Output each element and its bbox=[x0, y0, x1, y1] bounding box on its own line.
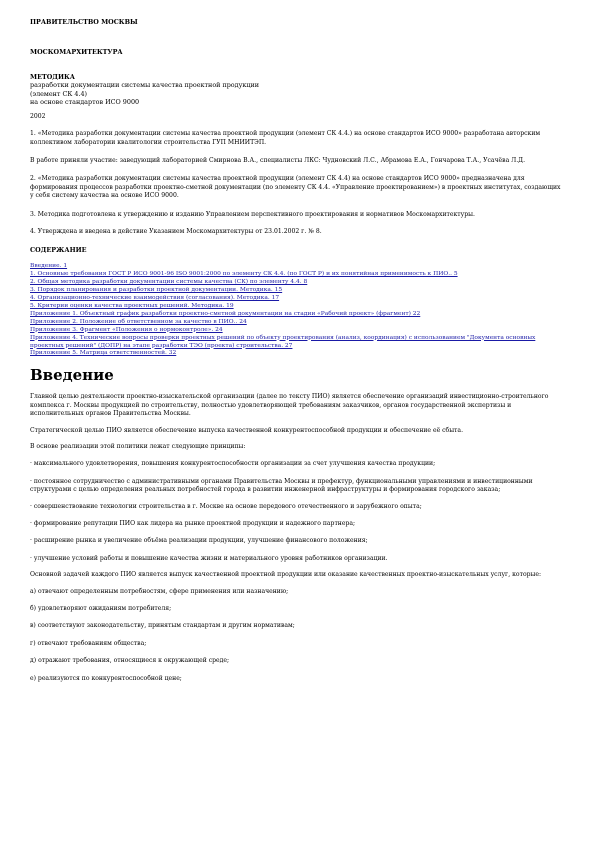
toc-link[interactable]: Приложение 1. Объектный график разработки проектно-сметной документации на стадии «Рабочий проект» (фрагмент) 22 bbox=[30, 310, 421, 317]
intro-body bbox=[30, 393, 563, 683]
toc-item bbox=[30, 335, 563, 351]
intro-paragraph: г) отвечают требованиям общества; bbox=[30, 639, 147, 647]
toc-item bbox=[30, 303, 563, 311]
toc-link[interactable]: Приложение 4. Технические вопросы проверки проектных решений по объекту проектирования (анализ, координация) с использованием "Документа основных проектных решений" (ДОПР) на этапе разработки ТЭО (проекта) строительства. 27 bbox=[30, 334, 536, 349]
intro-paragraph: · максимального удовлетворения, повышения конкурентоспособности организации за счет улучшения качества продукции; bbox=[30, 460, 436, 468]
intro-paragraph: · расширение рынка и увеличение объёма реализации продукции, улучшение финансового положения; bbox=[30, 537, 368, 545]
preamble-paragraph: 1. «Методика разработки документации системы качества проектной продукции (элемент СК 4.4.) на основе стандартов ИСО 9000» разработана авторским коллективом лаборатории квалитологии строительства ГУП МНИИТЭП. bbox=[30, 130, 541, 146]
intro-paragraph: д) отражают требования, относящиеся к окружающей среде; bbox=[30, 657, 230, 665]
intro-paragraph: · совершенствование технологии строительства в г. Москве на основе передового отечественного и зарубежного опыта; bbox=[30, 502, 422, 510]
preamble-paragraph: 4. Утверждена и введена в действие Указанием Москомархитектуры от 23.01.2002 г. № 8. bbox=[30, 228, 322, 236]
toc-item bbox=[30, 279, 563, 287]
intro-paragraph: Главной целью деятельности проектно-изыскательской организации (далее по тексту ПИО) является обеспечение организаций инвестиционно-строительного комплекса г. Москвы продукцией по строительству, полностью удовлетворяющей требованиям заказчиков, органов государственной экспертизы и исполнительных органов Правительства Москвы. bbox=[30, 393, 549, 418]
toc-link[interactable]: Приложение 2. Положение об ответственном за качество в ПИО.. 24 bbox=[30, 318, 247, 325]
intro-paragraph: · постоянное сотрудничество с административными органами Правительства Москвы и префектур, функциональными управлениями и инвестиционными структурами с целью определения реальных потребностей города в развитии инженерной инфраструктуры и формирования городского заказа; bbox=[30, 477, 533, 494]
intro-paragraph: в) соответствуют законодательству, принятым стандартам и другим нормативам; bbox=[30, 622, 295, 630]
document-title-line: на основе стандартов ИСО 9000 bbox=[30, 98, 140, 107]
table-of-contents bbox=[30, 263, 563, 358]
toc-link[interactable]: 3. Порядок планирования и разработки проектной документации. Методика. 15 bbox=[30, 287, 283, 294]
toc-item bbox=[30, 295, 563, 303]
intro-paragraph: е) реализуются по конкурентоспособной цене; bbox=[30, 674, 182, 682]
document-year: 2002 bbox=[30, 112, 46, 120]
preamble-paragraph: В работе приняли участие: заведующий лабораторией Смирнова В.А., специалисты ЛКС: Чудновский Л.С., Абрамова Е.А., Гончарова Т.А., Усачёва Л.Д. bbox=[30, 157, 526, 164]
toc-link[interactable]: Приложение 3. Фрагмент «Положения о нормоконтроле». 24 bbox=[30, 326, 223, 333]
intro-paragraph: · улучшение условий работы и повышение качества жизни и материального уровня работников организации. bbox=[30, 554, 388, 562]
intro-paragraph: Стратегической целью ПИО является обеспечение выпуска качественной конкурентоспособной продукции и обеспечение её сбыта. bbox=[30, 426, 464, 434]
document-title-line: МЕТОДИКА bbox=[30, 73, 76, 81]
intro-paragraph: Основной задачей каждого ПИО является выпуск качественной проектной продукции или оказание качественных проектно-изыскательных услуг, которые: bbox=[30, 571, 542, 579]
intro-paragraph: В основе реализации этой политики лежат следующие принципы: bbox=[30, 442, 246, 450]
preamble-paragraph: 2. «Методика разработки документации системы качества проектной продукции (элемент СК 4.4) на основе стандартов ИСО 9000» предназначена для формирования процессов разработки проектно-сметной документации (по элементу СК 4.4. «Управление проектированием») в проектных институтах, создающих у себя систему качества на основе ИСО 9000. bbox=[30, 175, 561, 200]
intro-heading: Введение bbox=[30, 366, 114, 385]
toc-item bbox=[30, 350, 563, 358]
document-title-line: разработки документации системы качества проектной продукции bbox=[30, 81, 259, 89]
intro-paragraph: а) отвечают определенным потребностям, сфере применения или назначению; bbox=[30, 587, 289, 595]
toc-item bbox=[30, 287, 563, 295]
document-title-block bbox=[30, 73, 563, 107]
toc-link[interactable]: Введение. 1 bbox=[30, 263, 68, 270]
toc-item bbox=[30, 311, 563, 319]
toc-link[interactable]: Приложение 5. Матрица ответственностей. 32 bbox=[30, 350, 177, 357]
toc-link[interactable]: 1. Основные требования ГОСТ Р ИСО 9001-96 ISO 9001:2000 по элементу СК 4.4. (по ГОСТ Р) и их понятийная применимость к ПИО.. 5 bbox=[30, 271, 458, 278]
document-title-line: (элемент СК 4.4) bbox=[30, 89, 88, 98]
toc-item bbox=[30, 319, 563, 327]
toc-link[interactable]: 5. Критерии оценки качества проектных решений. Методика. 19 bbox=[30, 302, 234, 309]
government-title: ПРАВИТЕЛЬСТВО МОСКВЫ bbox=[30, 18, 138, 26]
intro-paragraph: б) удовлетворяют ожиданиям потребителя; bbox=[30, 605, 172, 612]
toc-title: СОДЕРЖАНИЕ bbox=[30, 246, 87, 255]
agency-title: МОСКОМАРХИТЕКТУРА bbox=[30, 48, 123, 56]
toc-link[interactable]: 4. Организационно-технические взаимодействия (согласования). Методика. 17 bbox=[30, 295, 280, 302]
toc-link[interactable]: 2. Общая методика разработки документации системы качества (СК) по элементу 4.4. 8 bbox=[30, 279, 308, 286]
intro-paragraph: · формирование репутации ПИО как лидера на рынке проектной продукции и надежного партнера; bbox=[30, 519, 356, 527]
toc-item bbox=[30, 327, 563, 335]
preamble-paragraph: 3. Методика подготовлена к утверждению и изданию Управлением перспективного проектирования и нормативов Москомархитектуры. bbox=[30, 210, 475, 218]
